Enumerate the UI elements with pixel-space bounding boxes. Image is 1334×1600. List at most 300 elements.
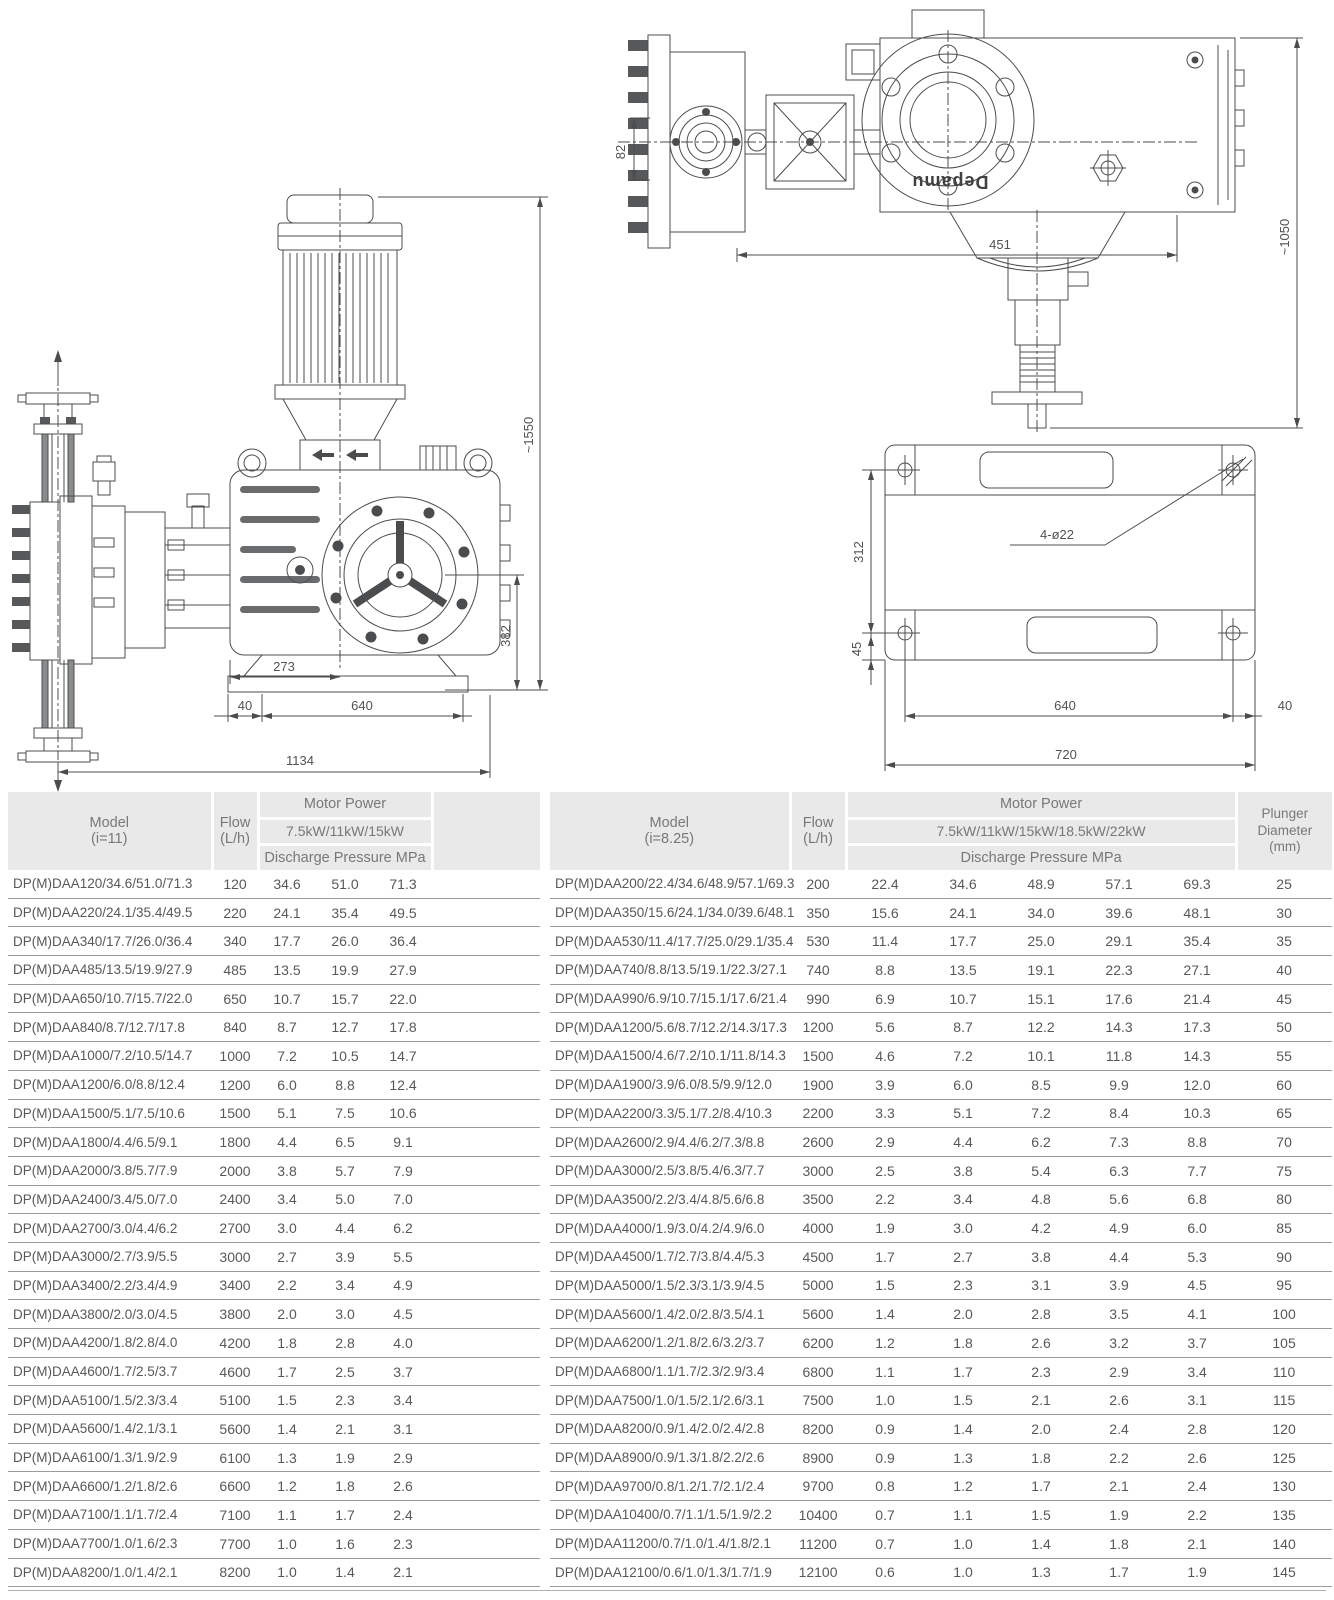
value-cell: 3000 <box>212 1242 258 1271</box>
spec-row <box>8 1415 540 1444</box>
spec-row <box>8 1529 540 1558</box>
value-cell: 0.9 <box>846 1415 924 1444</box>
model-cell: DP(M)DAA12100/0.6/1.0/1.3/1.7/1.9 <box>550 1558 790 1587</box>
value-cell: 1.4 <box>316 1558 374 1587</box>
spec-row <box>550 1013 1332 1042</box>
value-cell: 17.3 <box>1158 1013 1236 1042</box>
value-cell: 1.7 <box>258 1357 316 1386</box>
value-cell: 69.3 <box>1158 870 1236 898</box>
value-cell: 6800 <box>790 1357 846 1386</box>
value-cell: 0.7 <box>846 1529 924 1558</box>
value-cell: 7500 <box>790 1386 846 1415</box>
col-header-power-ratings: 7.5kW/11kW/15kW/18.5kW/22kW <box>846 818 1236 844</box>
spec-row <box>8 1357 540 1386</box>
value-cell: 8.8 <box>1158 1128 1236 1157</box>
value-cell: 2400 <box>212 1185 258 1214</box>
value-cell: 2.6 <box>1158 1443 1236 1472</box>
value-cell: 3.4 <box>258 1185 316 1214</box>
value-cell: 2.8 <box>1158 1415 1236 1444</box>
value-cell: 8.5 <box>1002 1070 1080 1099</box>
value-cell: 5.6 <box>846 1013 924 1042</box>
model-cell: DP(M)DAA220/24.1/35.4/49.5 <box>8 898 212 927</box>
spec-row <box>8 1070 540 1099</box>
spec-table-i825 <box>550 792 1332 1587</box>
value-cell: 14.3 <box>1158 1042 1236 1071</box>
value-cell: 7.9 <box>374 1156 432 1185</box>
value-cell: 4.8 <box>1002 1185 1080 1214</box>
value-cell: 35.4 <box>1158 927 1236 956</box>
value-cell: 1.5 <box>1002 1501 1080 1530</box>
value-cell: 1.8 <box>316 1472 374 1501</box>
value-cell <box>432 1443 540 1472</box>
value-cell: 1.5 <box>924 1386 1002 1415</box>
value-cell <box>432 1357 540 1386</box>
value-cell: 3.4 <box>1158 1357 1236 1386</box>
value-cell: 1.3 <box>1002 1558 1080 1587</box>
value-cell: 25 <box>1236 870 1332 898</box>
value-cell: 45 <box>1236 984 1332 1013</box>
model-cell: DP(M)DAA3500/2.2/3.4/4.8/5.6/6.8 <box>550 1185 790 1214</box>
value-cell: 3.9 <box>316 1242 374 1271</box>
value-cell: 2.1 <box>1158 1529 1236 1558</box>
value-cell: 1.0 <box>924 1529 1002 1558</box>
model-cell: DP(M)DAA7700/1.0/1.6/2.3 <box>8 1529 212 1558</box>
value-cell: 2600 <box>790 1128 846 1157</box>
value-cell: 35 <box>1236 927 1332 956</box>
value-cell: 3800 <box>212 1300 258 1329</box>
value-cell <box>432 1128 540 1157</box>
value-cell: 1.1 <box>258 1501 316 1530</box>
value-cell: 51.0 <box>316 870 374 898</box>
model-cell: DP(M)DAA990/6.9/10.7/15.1/17.6/21.4 <box>550 984 790 1013</box>
value-cell <box>432 1501 540 1530</box>
holes-callout-label: 4-ø22 <box>1040 527 1074 542</box>
spec-row <box>8 1214 540 1243</box>
spec-tables <box>0 792 1334 1587</box>
value-cell: 1.6 <box>316 1529 374 1558</box>
value-cell: 3500 <box>790 1185 846 1214</box>
value-cell: 1.7 <box>1080 1558 1158 1587</box>
value-cell: 1.8 <box>1002 1443 1080 1472</box>
value-cell: 4000 <box>790 1214 846 1243</box>
spec-row <box>550 927 1332 956</box>
spec-row <box>550 1415 1332 1444</box>
value-cell: 4500 <box>790 1242 846 1271</box>
value-cell: 13.5 <box>258 956 316 985</box>
value-cell: 39.6 <box>1080 898 1158 927</box>
value-cell: 2.0 <box>258 1300 316 1329</box>
value-cell: 6.5 <box>316 1128 374 1157</box>
value-cell: 4.2 <box>1002 1214 1080 1243</box>
value-cell: 1.9 <box>846 1214 924 1243</box>
value-cell: 22.0 <box>374 984 432 1013</box>
value-cell: 15.1 <box>1002 984 1080 1013</box>
value-cell: 1.4 <box>258 1415 316 1444</box>
value-cell: 0.8 <box>846 1472 924 1501</box>
value-cell: 105 <box>1236 1329 1332 1358</box>
dim-82-label: 82 <box>613 144 628 160</box>
spec-row <box>8 1501 540 1530</box>
value-cell: 1900 <box>790 1070 846 1099</box>
value-cell: 6.9 <box>846 984 924 1013</box>
spec-row <box>550 984 1332 1013</box>
value-cell: 19.9 <box>316 956 374 985</box>
value-cell: 220 <box>212 898 258 927</box>
spec-row <box>8 1099 540 1128</box>
value-cell: 26.0 <box>316 927 374 956</box>
value-cell: 1.2 <box>846 1329 924 1358</box>
value-cell: 48.9 <box>1002 870 1080 898</box>
value-cell <box>432 1386 540 1415</box>
value-cell: 2.1 <box>316 1415 374 1444</box>
value-cell: 1.2 <box>258 1472 316 1501</box>
value-cell: 2.2 <box>258 1271 316 1300</box>
value-cell: 29.1 <box>1080 927 1158 956</box>
value-cell: 2000 <box>212 1156 258 1185</box>
value-cell: 145 <box>1236 1558 1332 1587</box>
model-cell: DP(M)DAA530/11.4/17.7/25.0/29.1/35.4 <box>550 927 790 956</box>
value-cell: 30 <box>1236 898 1332 927</box>
value-cell: 340 <box>212 927 258 956</box>
value-cell: 3.7 <box>374 1357 432 1386</box>
spec-row <box>8 898 540 927</box>
value-cell <box>432 1214 540 1243</box>
value-cell: 3.2 <box>1080 1329 1158 1358</box>
value-cell: 5000 <box>790 1271 846 1300</box>
value-cell: 3.0 <box>924 1214 1002 1243</box>
spec-row <box>550 1214 1332 1243</box>
col-header-plunger-diameter: Plunger Diameter (mm) <box>1236 792 1332 870</box>
value-cell: 4.5 <box>374 1300 432 1329</box>
value-cell: 65 <box>1236 1099 1332 1128</box>
value-cell: 22.3 <box>1080 956 1158 985</box>
value-cell: 6.8 <box>1158 1185 1236 1214</box>
value-cell: 3.3 <box>846 1099 924 1128</box>
spec-row <box>8 1472 540 1501</box>
value-cell: 12.2 <box>1002 1013 1080 1042</box>
value-cell: 3.4 <box>316 1271 374 1300</box>
spec-row <box>8 1300 540 1329</box>
model-cell: DP(M)DAA11200/0.7/1.0/1.4/1.8/2.1 <box>550 1529 790 1558</box>
value-cell: 2.6 <box>1002 1329 1080 1358</box>
model-cell: DP(M)DAA4200/1.8/2.8/4.0 <box>8 1329 212 1358</box>
spec-row <box>8 1558 540 1587</box>
value-cell <box>432 927 540 956</box>
value-cell: 4200 <box>212 1329 258 1358</box>
value-cell: 2.3 <box>374 1529 432 1558</box>
value-cell: 5600 <box>212 1415 258 1444</box>
value-cell: 5.4 <box>1002 1156 1080 1185</box>
value-cell: 5.1 <box>924 1099 1002 1128</box>
model-cell: DP(M)DAA7100/1.1/1.7/2.4 <box>8 1501 212 1530</box>
value-cell: 2.6 <box>1080 1386 1158 1415</box>
value-cell: 2.4 <box>1080 1415 1158 1444</box>
value-cell: 4.6 <box>846 1042 924 1071</box>
model-cell: DP(M)DAA10400/0.7/1.1/1.5/1.9/2.2 <box>550 1501 790 1530</box>
spec-table-i11 <box>8 792 540 1587</box>
dim-720-label: 720 <box>1055 747 1077 762</box>
value-cell: 17.6 <box>1080 984 1158 1013</box>
model-cell: DP(M)DAA1000/7.2/10.5/14.7 <box>8 1042 212 1071</box>
value-cell: 1.8 <box>924 1329 1002 1358</box>
value-cell: 1.1 <box>846 1357 924 1386</box>
value-cell: 34.6 <box>924 870 1002 898</box>
spec-row <box>550 1300 1332 1329</box>
model-cell: DP(M)DAA8200/0.9/1.4/2.0/2.4/2.8 <box>550 1415 790 1444</box>
value-cell: 2.7 <box>924 1242 1002 1271</box>
model-cell: DP(M)DAA1200/5.6/8.7/12.2/14.3/17.3 <box>550 1013 790 1042</box>
value-cell: 650 <box>212 984 258 1013</box>
col-header-model: Model (i=8.25) <box>550 792 790 870</box>
value-cell: 4.4 <box>316 1214 374 1243</box>
value-cell: 8200 <box>790 1415 846 1444</box>
value-cell: 350 <box>790 898 846 927</box>
value-cell: 11200 <box>790 1529 846 1558</box>
model-cell: DP(M)DAA8900/0.9/1.3/1.8/2.2/2.6 <box>550 1443 790 1472</box>
value-cell: 70 <box>1236 1128 1332 1157</box>
model-cell: DP(M)DAA9700/0.8/1.2/1.7/2.1/2.4 <box>550 1472 790 1501</box>
value-cell: 1.0 <box>846 1386 924 1415</box>
value-cell: 60 <box>1236 1070 1332 1099</box>
value-cell: 3.8 <box>1002 1242 1080 1271</box>
value-cell <box>432 1099 540 1128</box>
model-cell: DP(M)DAA200/22.4/34.6/48.9/57.1/69.3 <box>550 870 790 898</box>
value-cell: 1.1 <box>924 1501 1002 1530</box>
value-cell: 140 <box>1236 1529 1332 1558</box>
dim-40-label: 40 <box>237 698 253 713</box>
value-cell: 1.8 <box>258 1329 316 1358</box>
value-cell: 27.9 <box>374 956 432 985</box>
model-cell: DP(M)DAA5000/1.5/2.3/3.1/3.9/4.5 <box>550 1271 790 1300</box>
value-cell: 5.6 <box>1080 1185 1158 1214</box>
model-cell: DP(M)DAA2600/2.9/4.4/6.2/7.3/8.8 <box>550 1128 790 1157</box>
value-cell <box>432 1415 540 1444</box>
value-cell: 7.5 <box>316 1099 374 1128</box>
value-cell: 2.4 <box>1158 1472 1236 1501</box>
value-cell: 10.3 <box>1158 1099 1236 1128</box>
model-cell: DP(M)DAA6600/1.2/1.8/2.6 <box>8 1472 212 1501</box>
spec-row <box>550 1443 1332 1472</box>
dim-45-label: 45 <box>849 641 864 657</box>
value-cell: 1.3 <box>924 1443 1002 1472</box>
model-cell: DP(M)DAA1900/3.9/6.0/8.5/9.9/12.0 <box>550 1070 790 1099</box>
model-cell: DP(M)DAA8200/1.0/1.4/2.1 <box>8 1558 212 1587</box>
value-cell: 4.9 <box>374 1271 432 1300</box>
spec-row <box>8 927 540 956</box>
value-cell: 1200 <box>212 1070 258 1099</box>
value-cell: 2.1 <box>374 1558 432 1587</box>
value-cell: 3000 <box>790 1156 846 1185</box>
value-cell <box>432 1013 540 1042</box>
spec-row <box>8 956 540 985</box>
dim-382-label: 382 <box>498 625 513 647</box>
value-cell <box>432 1271 540 1300</box>
value-cell: 6.2 <box>374 1214 432 1243</box>
model-cell: DP(M)DAA7500/1.0/1.5/2.1/2.6/3.1 <box>550 1386 790 1415</box>
value-cell: 10400 <box>790 1501 846 1530</box>
value-cell: 8.8 <box>316 1070 374 1099</box>
model-cell: DP(M)DAA1800/4.4/6.5/9.1 <box>8 1128 212 1157</box>
value-cell: 4.4 <box>258 1128 316 1157</box>
value-cell <box>432 1558 540 1587</box>
value-cell: 8.4 <box>1080 1099 1158 1128</box>
value-cell: 21.4 <box>1158 984 1236 1013</box>
value-cell: 95 <box>1236 1271 1332 1300</box>
spec-row <box>550 1472 1332 1501</box>
value-cell: 34.0 <box>1002 898 1080 927</box>
model-cell: DP(M)DAA2400/3.4/5.0/7.0 <box>8 1185 212 1214</box>
value-cell: 2200 <box>790 1099 846 1128</box>
value-cell: 25.0 <box>1002 927 1080 956</box>
model-cell: DP(M)DAA5100/1.5/2.3/3.4 <box>8 1386 212 1415</box>
value-cell: 1.7 <box>1002 1472 1080 1501</box>
value-cell: 15.7 <box>316 984 374 1013</box>
value-cell: 36.4 <box>374 927 432 956</box>
value-cell: 2.9 <box>374 1443 432 1472</box>
value-cell: 19.1 <box>1002 956 1080 985</box>
dim-1050-label: ~1050 <box>1277 218 1292 256</box>
value-cell <box>432 984 540 1013</box>
value-cell: 5.7 <box>316 1156 374 1185</box>
model-cell: DP(M)DAA2000/3.8/5.7/7.9 <box>8 1156 212 1185</box>
value-cell <box>432 1070 540 1099</box>
value-cell: 1800 <box>212 1128 258 1157</box>
value-cell: 17.7 <box>924 927 1002 956</box>
value-cell: 7.2 <box>924 1042 1002 1071</box>
value-cell: 125 <box>1236 1443 1332 1472</box>
value-cell: 24.1 <box>924 898 1002 927</box>
value-cell: 14.7 <box>374 1042 432 1071</box>
spec-row <box>8 1386 540 1415</box>
value-cell: 10.6 <box>374 1099 432 1128</box>
value-cell: 530 <box>790 927 846 956</box>
value-cell: 100 <box>1236 1300 1332 1329</box>
value-cell: 80 <box>1236 1185 1332 1214</box>
value-cell: 6.0 <box>924 1070 1002 1099</box>
value-cell: 1.8 <box>1080 1529 1158 1558</box>
value-cell: 3.8 <box>924 1156 1002 1185</box>
value-cell: 8900 <box>790 1443 846 1472</box>
value-cell: 4.0 <box>374 1329 432 1358</box>
value-cell: 1.4 <box>1002 1529 1080 1558</box>
drawing-top-view <box>600 5 1334 435</box>
col-header-discharge: Discharge Pressure MPa <box>846 844 1236 870</box>
spec-row <box>550 1042 1332 1071</box>
value-cell: 3.4 <box>374 1386 432 1415</box>
value-cell: 0.7 <box>846 1501 924 1530</box>
dim-1550-label: ~1550 <box>521 416 536 454</box>
spec-row <box>550 1558 1332 1587</box>
value-cell: 10.5 <box>316 1042 374 1071</box>
value-cell: 1500 <box>212 1099 258 1128</box>
value-cell: 1.9 <box>1158 1558 1236 1587</box>
value-cell: 1500 <box>790 1042 846 1071</box>
value-cell: 5.0 <box>316 1185 374 1214</box>
value-cell: 120 <box>212 870 258 898</box>
value-cell: 7100 <box>212 1501 258 1530</box>
value-cell: 7.3 <box>1080 1128 1158 1157</box>
value-cell: 9.1 <box>374 1128 432 1157</box>
value-cell: 1.4 <box>846 1300 924 1329</box>
value-cell: 5.5 <box>374 1242 432 1271</box>
spec-row <box>8 984 540 1013</box>
value-cell: 55 <box>1236 1042 1332 1071</box>
spec-row <box>8 870 540 898</box>
value-cell: 0.6 <box>846 1558 924 1587</box>
spec-row <box>550 1070 1332 1099</box>
value-cell: 6100 <box>212 1443 258 1472</box>
value-cell: 22.4 <box>846 870 924 898</box>
model-cell: DP(M)DAA3000/2.5/3.8/5.4/6.3/7.7 <box>550 1156 790 1185</box>
value-cell: 2.3 <box>316 1386 374 1415</box>
value-cell: 12.7 <box>316 1013 374 1042</box>
value-cell: 7.0 <box>374 1185 432 1214</box>
value-cell: 8.8 <box>846 956 924 985</box>
value-cell: 1000 <box>212 1042 258 1071</box>
value-cell: 2.8 <box>1002 1300 1080 1329</box>
value-cell: 1200 <box>790 1013 846 1042</box>
value-cell: 2.9 <box>846 1128 924 1157</box>
col-header-motor-power: Motor Power <box>846 792 1236 818</box>
value-cell: 110 <box>1236 1357 1332 1386</box>
value-cell: 135 <box>1236 1501 1332 1530</box>
model-cell: DP(M)DAA340/17.7/26.0/36.4 <box>8 927 212 956</box>
value-cell: 3.1 <box>1002 1271 1080 1300</box>
model-cell: DP(M)DAA6800/1.1/1.7/2.3/2.9/3.4 <box>550 1357 790 1386</box>
value-cell: 2.7 <box>258 1242 316 1271</box>
spec-row <box>550 1329 1332 1358</box>
value-cell: 11.8 <box>1080 1042 1158 1071</box>
model-cell: DP(M)DAA1500/4.6/7.2/10.1/11.8/14.3 <box>550 1042 790 1071</box>
value-cell: 9700 <box>790 1472 846 1501</box>
value-cell: 10.7 <box>924 984 1002 1013</box>
table-bottom-rule <box>8 1590 1326 1591</box>
value-cell: 1.7 <box>924 1357 1002 1386</box>
value-cell: 3.0 <box>316 1300 374 1329</box>
value-cell: 6.2 <box>1002 1128 1080 1157</box>
value-cell <box>432 1300 540 1329</box>
value-cell: 57.1 <box>1080 870 1158 898</box>
value-cell: 15.6 <box>846 898 924 927</box>
value-cell <box>432 1529 540 1558</box>
value-cell: 2.1 <box>1080 1472 1158 1501</box>
spec-row <box>550 1242 1332 1271</box>
value-cell: 2.0 <box>924 1300 1002 1329</box>
spec-row <box>8 1329 540 1358</box>
spec-row <box>8 1242 540 1271</box>
value-cell: 6.0 <box>258 1070 316 1099</box>
value-cell: 2.6 <box>374 1472 432 1501</box>
value-cell: 3.1 <box>374 1415 432 1444</box>
value-cell: 200 <box>790 870 846 898</box>
col-header-power-ratings: 7.5kW/11kW/15kW <box>258 818 432 844</box>
value-cell: 8.7 <box>258 1013 316 1042</box>
value-cell: 17.7 <box>258 927 316 956</box>
value-cell: 4.4 <box>924 1128 1002 1157</box>
col-header-model: Model (i=11) <box>8 792 212 870</box>
value-cell: 35.4 <box>316 898 374 927</box>
value-cell: 1.7 <box>846 1242 924 1271</box>
spec-row <box>550 1501 1332 1530</box>
model-cell: DP(M)DAA840/8.7/12.7/17.8 <box>8 1013 212 1042</box>
spec-row <box>8 1013 540 1042</box>
value-cell: 1.4 <box>924 1415 1002 1444</box>
value-cell: 1.9 <box>316 1443 374 1472</box>
value-cell <box>432 1185 540 1214</box>
value-cell: 2.2 <box>846 1185 924 1214</box>
value-cell: 2700 <box>212 1214 258 1243</box>
value-cell: 50 <box>1236 1013 1332 1042</box>
